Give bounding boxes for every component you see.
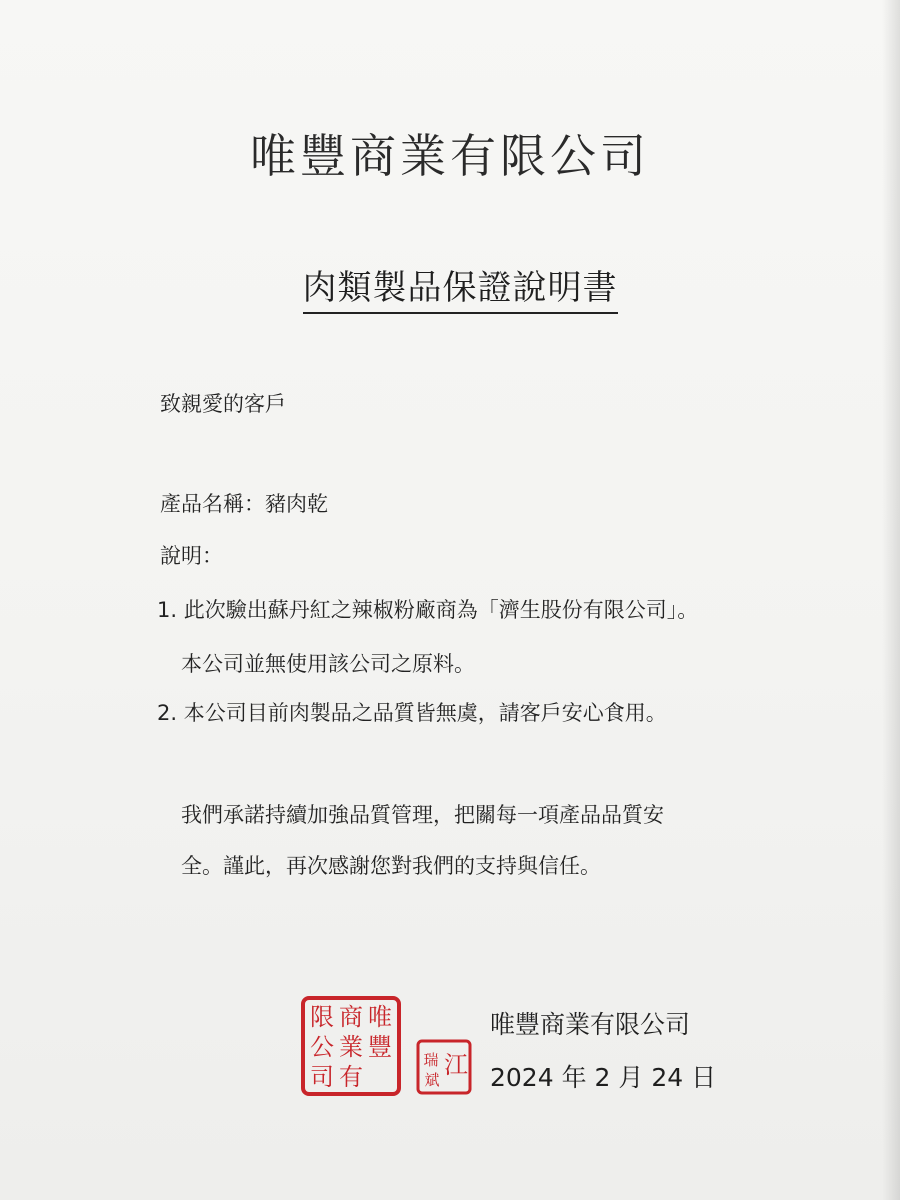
svg-text:唯: 唯 bbox=[368, 1003, 392, 1031]
personal-seal bbox=[416, 1039, 472, 1095]
closing-paragraph-line-2: 全。謹此，再次感謝您對我們的支持與信任。 bbox=[181, 854, 601, 878]
svg-text:斌: 斌 bbox=[424, 1071, 440, 1089]
closing-paragraph-line-1: 我們承諾持續加強品質管理，把關每一項產品品質安 bbox=[181, 803, 664, 827]
document-title-text: 肉類製品保證說明書 bbox=[303, 268, 618, 314]
company-seal bbox=[300, 995, 402, 1097]
svg-text:公: 公 bbox=[310, 1033, 334, 1061]
svg-text:豐: 豐 bbox=[368, 1033, 392, 1061]
explanation-label: 說明： bbox=[160, 544, 223, 568]
greeting: 致親愛的客戶 bbox=[160, 392, 286, 416]
svg-text:商: 商 bbox=[339, 1003, 363, 1031]
product-name: 產品名稱：豬肉乾 bbox=[160, 492, 328, 516]
svg-text:司: 司 bbox=[310, 1063, 334, 1091]
signature-company-name: 唯豐商業有限公司 bbox=[490, 1010, 691, 1039]
svg-text:業: 業 bbox=[339, 1033, 363, 1061]
svg-text:江: 江 bbox=[444, 1051, 468, 1079]
company-name-heading: 唯豐商業有限公司 bbox=[250, 129, 650, 183]
svg-text:限: 限 bbox=[310, 1003, 334, 1031]
svg-text:瑞: 瑞 bbox=[423, 1051, 439, 1069]
document-title bbox=[0, 260, 900, 309]
explanation-item-1-continued: 本公司並無使用該公司之原料。 bbox=[181, 652, 475, 676]
signature-date: 2024 年 2 月 24 日 bbox=[490, 1063, 717, 1092]
explanation-item-1: 1. 此次驗出蘇丹紅之辣椒粉廠商為「濟生股份有限公司」。 bbox=[157, 598, 699, 622]
explanation-item-2: 2. 本公司目前肉製品之品質皆無虞，請客戶安心食用。 bbox=[157, 701, 667, 725]
svg-text:有: 有 bbox=[339, 1063, 363, 1091]
